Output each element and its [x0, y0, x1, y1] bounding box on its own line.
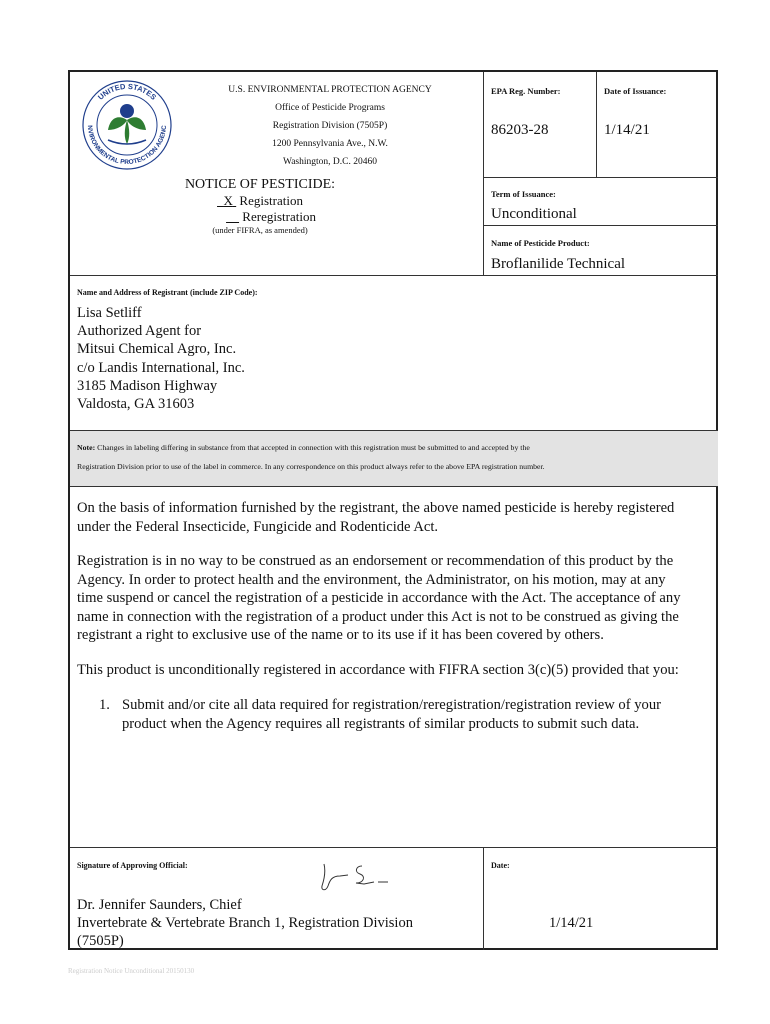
- section-divider-3: [70, 486, 718, 487]
- footer-text: Registration Notice Unconditional 20150130: [68, 967, 195, 975]
- notice-under-fifra: (under FIFRA, as amended): [212, 225, 308, 235]
- main-body: [77, 499, 711, 733]
- signatory-block: [77, 896, 413, 950]
- header-divider-h1: [483, 177, 718, 178]
- paragraph-disclaimer: [77, 552, 711, 645]
- registrant-line: Authorized Agent for: [77, 323, 202, 340]
- condition-item: [77, 696, 711, 733]
- form-frame: [68, 70, 718, 950]
- body-line: Registration is in no way to be construed as an endorsement or recommendation of this product by the: [77, 553, 674, 569]
- paragraph-conditions: This product is unconditionally registered in accordance with FIFRA section 3(c)(5) provided that you:: [77, 661, 679, 678]
- body-line: On the basis of information furnished by the registrant, the above named pesticide is hereby registered: [77, 500, 675, 516]
- registrant-label: Name and Address of Registrant (include ZIP Code):: [77, 288, 258, 297]
- date-issuance-label: Date of Issuance:: [604, 86, 667, 96]
- body-line: Submit and/or cite all data required for registration/reregistration/registration review of your: [122, 697, 661, 713]
- agency-header: [180, 81, 480, 171]
- agency-address-1: 1200 Pennsylvania Ave., N.W.: [272, 139, 388, 149]
- note-box: [70, 431, 718, 486]
- signatory-title-2: (7505P): [77, 933, 124, 949]
- body-line: name in connection with the registration of a product under this Act is not to be construed as giving the: [77, 608, 679, 625]
- signature-date-label: Date:: [491, 861, 510, 870]
- header-divider-v2: [596, 72, 597, 177]
- registration-option: [160, 193, 360, 209]
- epa-seal-logo: [80, 78, 174, 172]
- reg-number-label: EPA Reg. Number:: [491, 86, 561, 96]
- body-line: time suspend or cancel the registration of a pesticide in accordance with the Act. The acceptance of any: [77, 590, 681, 606]
- term-label: Term of Issuance:: [491, 189, 556, 199]
- signatory-name: Dr. Jennifer Saunders, Chief: [77, 897, 242, 913]
- svg-text:UNITED STATES: UNITED STATES: [96, 81, 159, 102]
- registration-mark: X: [223, 193, 233, 208]
- signatory-title-1: Invertebrate & Vertebrate Branch 1, Registration Division: [77, 915, 413, 931]
- header-divider-v1: [483, 72, 484, 275]
- section-divider-1: [70, 275, 718, 276]
- reregistration-option: [160, 209, 360, 225]
- paragraph-registered: [77, 499, 711, 536]
- signature-label: Signature of Approving Official:: [77, 861, 188, 870]
- agency-address-2: Washington, D.C. 20460: [283, 157, 377, 167]
- handwritten-signature: [318, 858, 394, 901]
- registrant-address: [77, 304, 245, 413]
- product-label: Name of Pesticide Product:: [491, 238, 590, 248]
- signature-date-value: 1/14/21: [549, 915, 594, 931]
- agency-office: Office of Pesticide Programs: [275, 103, 385, 113]
- notice-block: [160, 176, 360, 236]
- date-issuance-value: 1/14/21: [604, 122, 650, 138]
- condition-number: 1.: [99, 697, 110, 713]
- svg-text:ENVIRONMENTAL PROTECTION AGENC: NVIRONMENTAL PROTECTION AGENC: [85, 125, 169, 167]
- registrant-line: Lisa Setliff: [77, 305, 142, 321]
- body-line: Agency. In order to protect health and the environment, the Administrator, on his motion, may at any: [77, 571, 666, 588]
- body-line: under the Federal Insecticide, Fungicide and Rodenticide Act.: [77, 518, 439, 535]
- reg-number-value: 86203-28: [491, 122, 549, 138]
- notice-title: NOTICE OF PESTICIDE:: [184, 177, 336, 192]
- signature-divider: [483, 847, 484, 950]
- section-divider-4: [70, 847, 718, 848]
- note-line-2: Registration Division prior to use of the label in commerce. In any correspondence on this product always refer to the above EPA registration number.: [77, 462, 545, 471]
- registrant-line: 3185 Madison Highway: [77, 377, 218, 394]
- note-line-1: [77, 443, 530, 452]
- note-text-1: Changes in labeling differing in substance from that accepted in connection with this registration must be submitted to and accepted by the: [97, 443, 530, 452]
- product-value: Broflanilide Technical: [491, 256, 626, 272]
- registrant-line: c/o Landis International, Inc.: [77, 359, 245, 376]
- note-label: Note:: [77, 443, 96, 452]
- reregistration-label: Reregistration: [242, 209, 316, 224]
- agency-name: U.S. ENVIRONMENTAL PROTECTION AGENCY: [228, 85, 432, 95]
- agency-division: Registration Division (7505P): [272, 121, 388, 131]
- registrant-line: Valdosta, GA 31603: [77, 396, 195, 413]
- registration-label: Registration: [239, 193, 303, 208]
- body-line: product when the Agency requires all registrants of similar products to submit such data.: [122, 715, 640, 732]
- body-line: registrant a right to exclusive use of the name or to its use if it has been covered by others.: [77, 627, 604, 643]
- term-value: Unconditional: [491, 206, 577, 222]
- header-divider-h2: [483, 225, 718, 226]
- registrant-line: Mitsui Chemical Agro, Inc.: [77, 341, 237, 358]
